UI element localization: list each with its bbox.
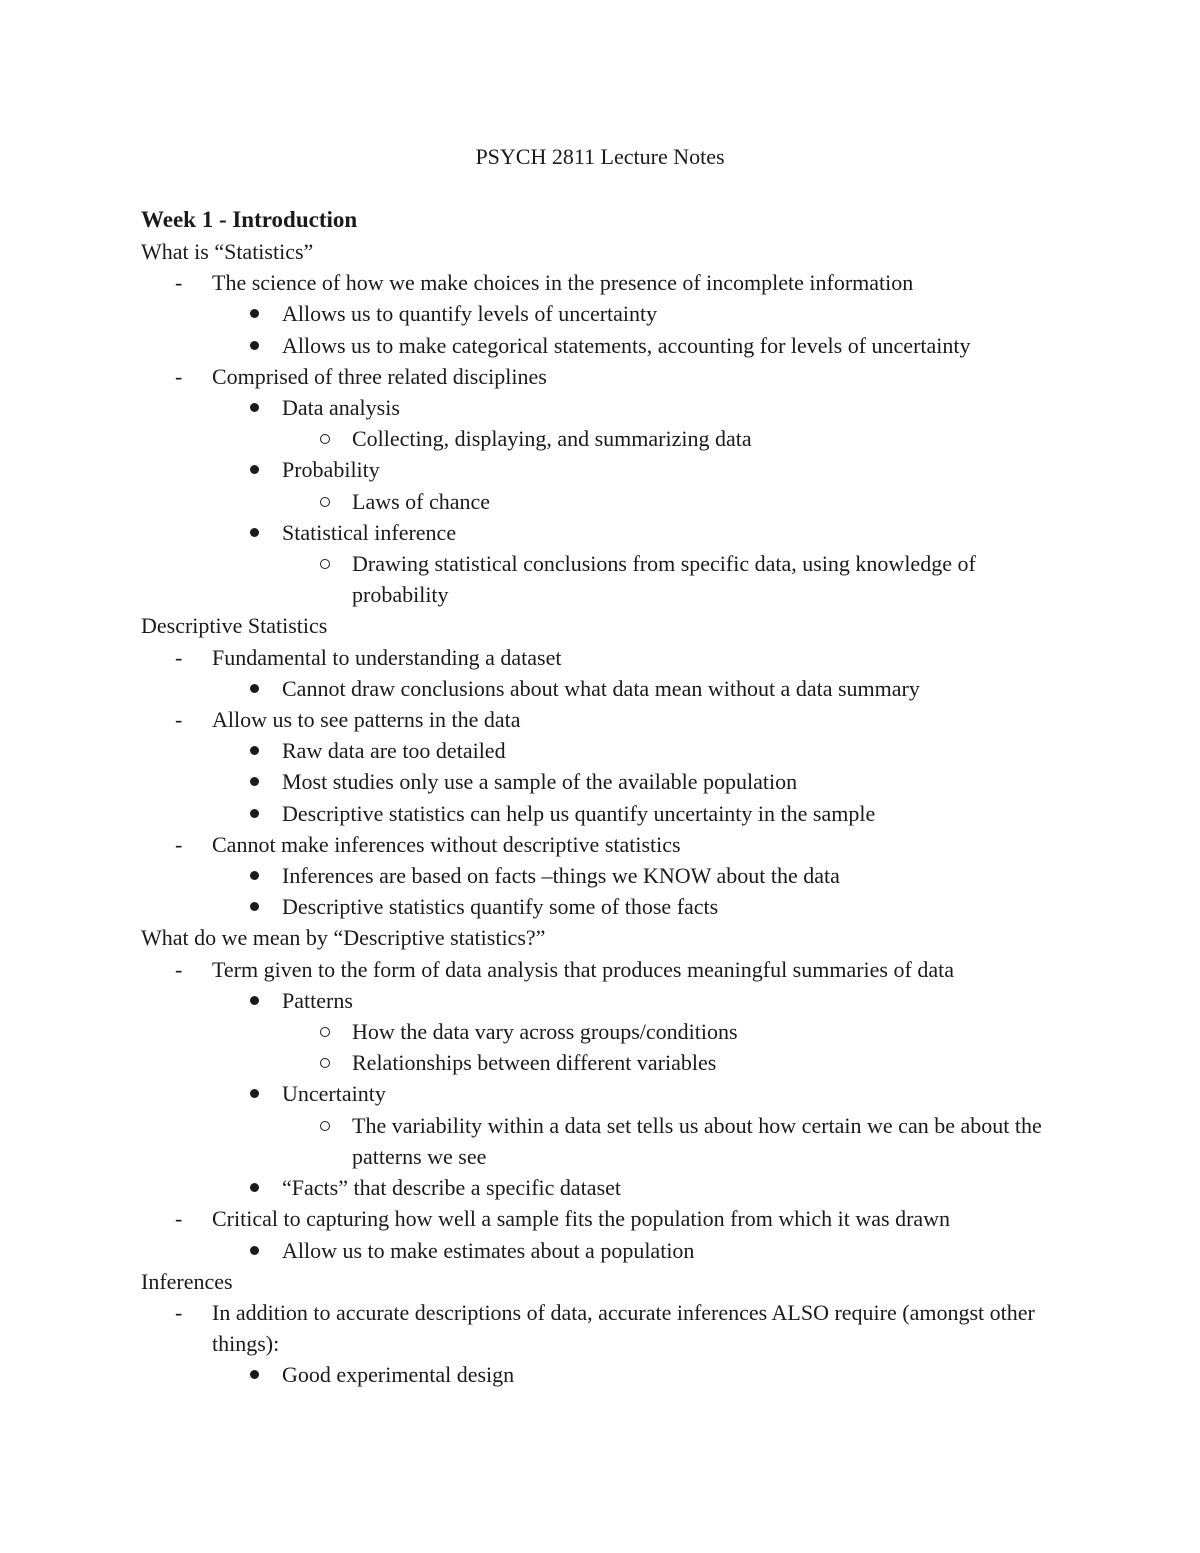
line-text: Comprised of three related disciplines (212, 363, 547, 389)
line-text: Allow us to see patterns in the data (212, 707, 521, 733)
list-item (141, 642, 1071, 673)
dash-bullet-icon (175, 1297, 182, 1328)
line-text: Descriptive statistics can help us quantify uncertainty in the sample (282, 800, 876, 826)
hollow-bullet-icon (320, 1058, 330, 1068)
line-text: Term given to the form of data analysis that produces meaningful summaries of data (212, 956, 954, 982)
line-text: Collecting, displaying, and summarizing data (352, 426, 752, 452)
list-item (141, 330, 1071, 361)
dash-bullet-icon (175, 829, 182, 860)
filled-bullet-icon (250, 871, 259, 880)
hollow-bullet-icon (320, 497, 330, 507)
line-text: Raw data are too detailed (282, 738, 506, 764)
dash-bullet-icon (175, 642, 182, 673)
list-item (141, 548, 1071, 610)
list-item (141, 1297, 1071, 1359)
list-item (141, 798, 1071, 829)
line-text: Uncertainty (282, 1081, 386, 1107)
line-text: Drawing statistical conclusions from specific data, using knowledge of probability (352, 551, 976, 608)
list-item (141, 704, 1071, 735)
line-text: In addition to accurate descriptions of data, accurate inferences ALSO require (amongst other things): (212, 1299, 1035, 1357)
list-item (141, 985, 1071, 1016)
dash-bullet-icon (175, 704, 182, 735)
line-text: Statistical inference (282, 519, 457, 545)
line-text: Descriptive statistics quantify some of those facts (282, 894, 719, 920)
filled-bullet-icon (250, 746, 259, 755)
line-text: Most studies only use a sample of the available population (282, 769, 798, 795)
line-text: What is “Statistics” (141, 239, 314, 264)
list-item (141, 954, 1071, 985)
filled-bullet-icon (250, 1370, 259, 1379)
list-item (141, 829, 1071, 860)
line-text: Probability (282, 457, 380, 483)
list-item (141, 735, 1071, 766)
line-text: Cannot draw conclusions about what data mean without a data summary (282, 675, 920, 701)
line-text: Inferences are based on facts –things we KNOW about the data (282, 863, 840, 889)
filled-bullet-icon (250, 902, 259, 911)
line-text: “Facts” that describe a specific dataset (282, 1175, 622, 1201)
filled-bullet-icon (250, 528, 259, 537)
line-text: Week 1 - Introduction (141, 207, 358, 232)
line-text: How the data vary across groups/conditions (352, 1019, 738, 1045)
line-text: Allow us to make estimates about a population (282, 1237, 695, 1263)
topic-heading (141, 610, 1071, 641)
filled-bullet-icon (250, 341, 259, 350)
filled-bullet-icon (250, 1089, 259, 1098)
document-title: PSYCH 2811 Lecture Notes (475, 144, 725, 169)
notes-body (141, 203, 1071, 1391)
line-text: Critical to capturing how well a sample fits the population from which it was drawn (212, 1206, 951, 1232)
section-heading (141, 203, 1071, 236)
line-text: Cannot make inferences without descriptive statistics (212, 831, 681, 857)
line-text: The variability within a data set tells us about how certain we can be about the patterns we see (352, 1112, 1042, 1169)
filled-bullet-icon (250, 996, 259, 1005)
hollow-bullet-icon (320, 559, 330, 569)
list-item (141, 361, 1071, 392)
list-item (141, 454, 1071, 485)
line-text: Descriptive Statistics (141, 613, 328, 639)
list-item (141, 766, 1071, 797)
list-item (141, 423, 1071, 454)
line-text: Allows us to quantify levels of uncertainty (282, 301, 658, 327)
list-item (141, 298, 1071, 329)
list-item (141, 1235, 1071, 1266)
filled-bullet-icon (250, 684, 259, 693)
filled-bullet-icon (250, 809, 259, 818)
line-text: The science of how we make choices in the presence of incomplete information (212, 270, 914, 296)
dash-bullet-icon (175, 361, 182, 392)
line-text: Fundamental to understanding a dataset (212, 644, 562, 670)
list-item (141, 860, 1071, 891)
list-item (141, 1172, 1071, 1203)
list-item (141, 673, 1071, 704)
dash-bullet-icon (175, 1203, 182, 1234)
list-item (141, 891, 1071, 922)
topic-heading (141, 922, 1071, 953)
line-text: Allows us to make categorical statements, accounting for levels of uncertainty (282, 332, 971, 358)
topic-heading (141, 236, 1071, 267)
filled-bullet-icon (250, 777, 259, 786)
dash-bullet-icon (175, 954, 182, 985)
filled-bullet-icon (250, 465, 259, 474)
list-item (141, 267, 1071, 298)
line-text: Patterns (282, 987, 353, 1013)
line-text: Data analysis (282, 395, 400, 421)
hollow-bullet-icon (320, 434, 330, 444)
dash-bullet-icon (175, 267, 182, 298)
filled-bullet-icon (250, 403, 259, 412)
list-item (141, 1110, 1071, 1172)
list-item (141, 1203, 1071, 1234)
line-text: Relationships between different variables (352, 1050, 717, 1076)
line-text: What do we mean by “Descriptive statistics?” (141, 925, 546, 951)
filled-bullet-icon (250, 1246, 259, 1255)
list-item (141, 1359, 1071, 1390)
list-item (141, 1078, 1071, 1109)
hollow-bullet-icon (320, 1027, 330, 1037)
line-text: Good experimental design (282, 1362, 515, 1388)
line-text: Inferences (141, 1268, 233, 1294)
filled-bullet-icon (250, 1183, 259, 1192)
line-text: Laws of chance (352, 488, 491, 514)
filled-bullet-icon (250, 309, 259, 318)
list-item (141, 1047, 1071, 1078)
list-item (141, 517, 1071, 548)
list-item (141, 486, 1071, 517)
topic-heading (141, 1266, 1071, 1297)
list-item (141, 1016, 1071, 1047)
list-item (141, 392, 1071, 423)
hollow-bullet-icon (320, 1121, 330, 1131)
